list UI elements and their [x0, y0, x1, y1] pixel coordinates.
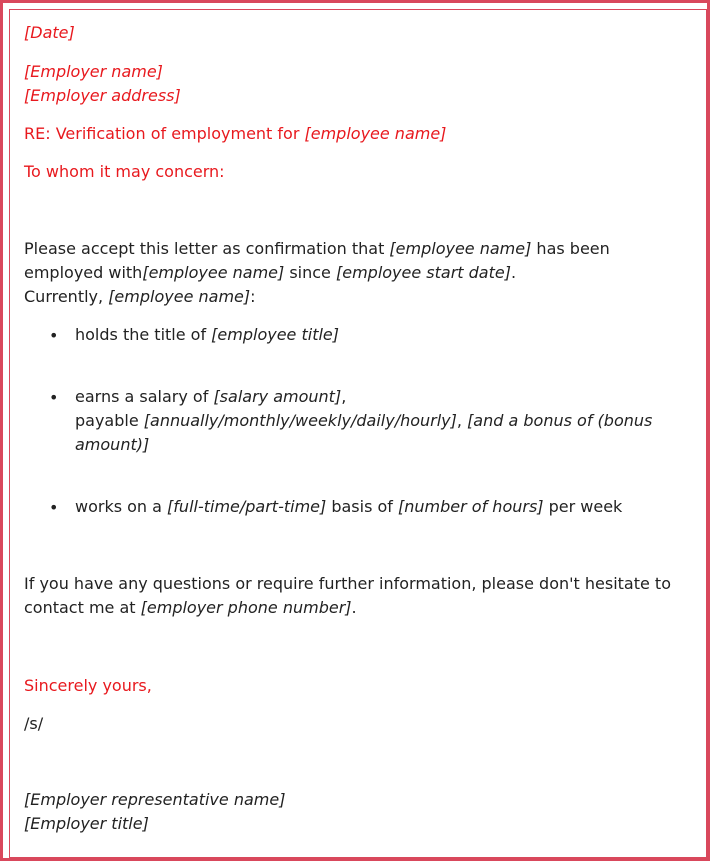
bullet-salary-line-1: earns a salary of [salary amount],	[75, 387, 347, 406]
paragraph-1-line-1: Please accept this letter as confirmation that [employee name] has been	[24, 239, 610, 258]
employer-name-line: [Employer name]	[24, 62, 163, 81]
bullet-marker: •	[49, 326, 59, 345]
representative-title: [Employer title]	[24, 814, 149, 833]
sign-off: Sincerely yours,	[24, 676, 152, 695]
bullet-marker: •	[49, 498, 59, 517]
salutation: To whom it may concern:	[24, 162, 225, 181]
bullet-salary-line-2: payable [annually/monthly/weekly/daily/hourly], [and a bonus of (bonus	[75, 411, 653, 430]
subject-line: RE: Verification of employment for [employee name]	[24, 124, 447, 143]
bullet-marker: •	[49, 388, 59, 407]
employer-address-line: [Employer address]	[24, 86, 181, 105]
questions-line-2: contact me at [employer phone number].	[24, 598, 357, 617]
representative-name: [Employer representative name]	[24, 790, 286, 809]
bullet-hours: works on a [full-time/part-time] basis of [number of hours] per week	[75, 497, 623, 516]
paragraph-2-line: Currently, [employee name]:	[24, 287, 256, 306]
paragraph-1-line-2: employed with[employee name] since [employee start date].	[24, 263, 517, 282]
questions-line-1: If you have any questions or require further information, please don't hesitate to	[24, 574, 671, 593]
bullet-salary-line-3: amount)]	[75, 435, 150, 454]
signature: /s/	[24, 714, 44, 733]
bullet-title: holds the title of [employee title]	[75, 325, 339, 344]
date-line: [Date]	[24, 23, 75, 42]
